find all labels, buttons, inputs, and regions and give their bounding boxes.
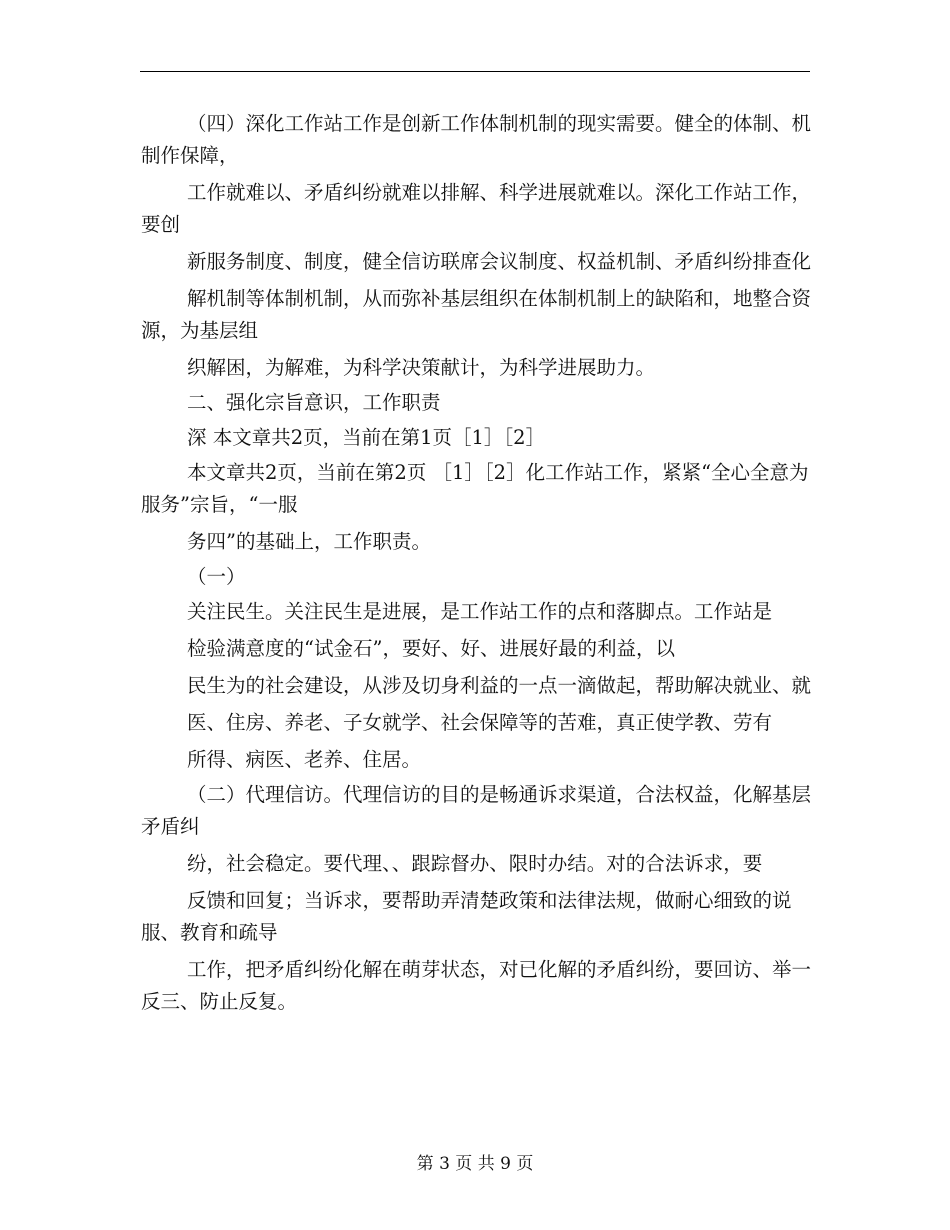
paragraph-7-pagination: 深 本文章共2页，当前在第1页［1］［2］ — [187, 426, 546, 449]
paragraph-10-heading: （一） — [187, 565, 246, 588]
paragraph-2: 工作就难以、矛盾纠纷就难以排解、科学进展就难以。深化工作站工作，要创 — [141, 181, 812, 236]
paragraph-8: 本文章共2页，当前在第2页 ［1］［2］化工作站工作，紧紧“全心全意为服务”宗旨，“一服 — [141, 461, 809, 516]
paragraph-3: 新服务制度、制度，健全信访联席会议制度、权益机制、矛盾纠纷排查化 — [187, 250, 812, 273]
document-body — [141, 108, 811, 1023]
paragraph-6-heading: 二、强化宗旨意识，工作职责 — [187, 391, 441, 414]
paragraph-13: 民生为的社会建设，从涉及切身利益的一点一滴做起，帮助解决就业、就 — [187, 674, 812, 697]
paragraph-18: 反馈和回复；当诉求，要帮助弄清楚政策和法律法规，做耐心细致的说服、教育和疏导 — [141, 889, 792, 944]
paragraph-16: （二）代理信访。代理信访的目的是畅通诉求渠道，合法权益，化解基层矛盾纠 — [141, 783, 812, 838]
paragraph-1: （四）深化工作站工作是创新工作体制机制的现实需要。健全的体制、机制作保障， — [141, 112, 812, 167]
paragraph-11: 关注民生。关注民生是进展，是工作站工作的点和落脚点。工作站是 — [187, 600, 773, 623]
paragraph-4: 解机制等体制机制，从而弥补基层组织在体制机制上的缺陷和，地整合资源，为基层组 — [141, 287, 812, 342]
header-rule — [140, 71, 810, 72]
page-number-footer: 第 3 页 共 9 页 — [416, 1154, 534, 1174]
paragraph-19: 工作，把矛盾纠纷化解在萌芽状态，对已化解的矛盾纠纷，要回访、举一反三、防止反复。 — [141, 958, 812, 1013]
paragraph-9: 务四”的基础上，工作职责。 — [187, 530, 431, 553]
paragraph-14: 医、住房、养老、子女就学、社会保障等的苦难，真正使学教、劳有 — [187, 711, 773, 734]
paragraph-17: 纷，社会稳定。要代理、、跟踪督办、限时办结。对的合法诉求，要 — [187, 852, 763, 875]
paragraph-5: 织解困，为解难，为科学决策献计，为科学进展助力。 — [187, 356, 656, 379]
paragraph-15: 所得、病医、老养、住居。 — [187, 748, 422, 771]
paragraph-12: 检验满意度的“试金石”，要好、好、进展好最的利益，以 — [187, 637, 675, 660]
